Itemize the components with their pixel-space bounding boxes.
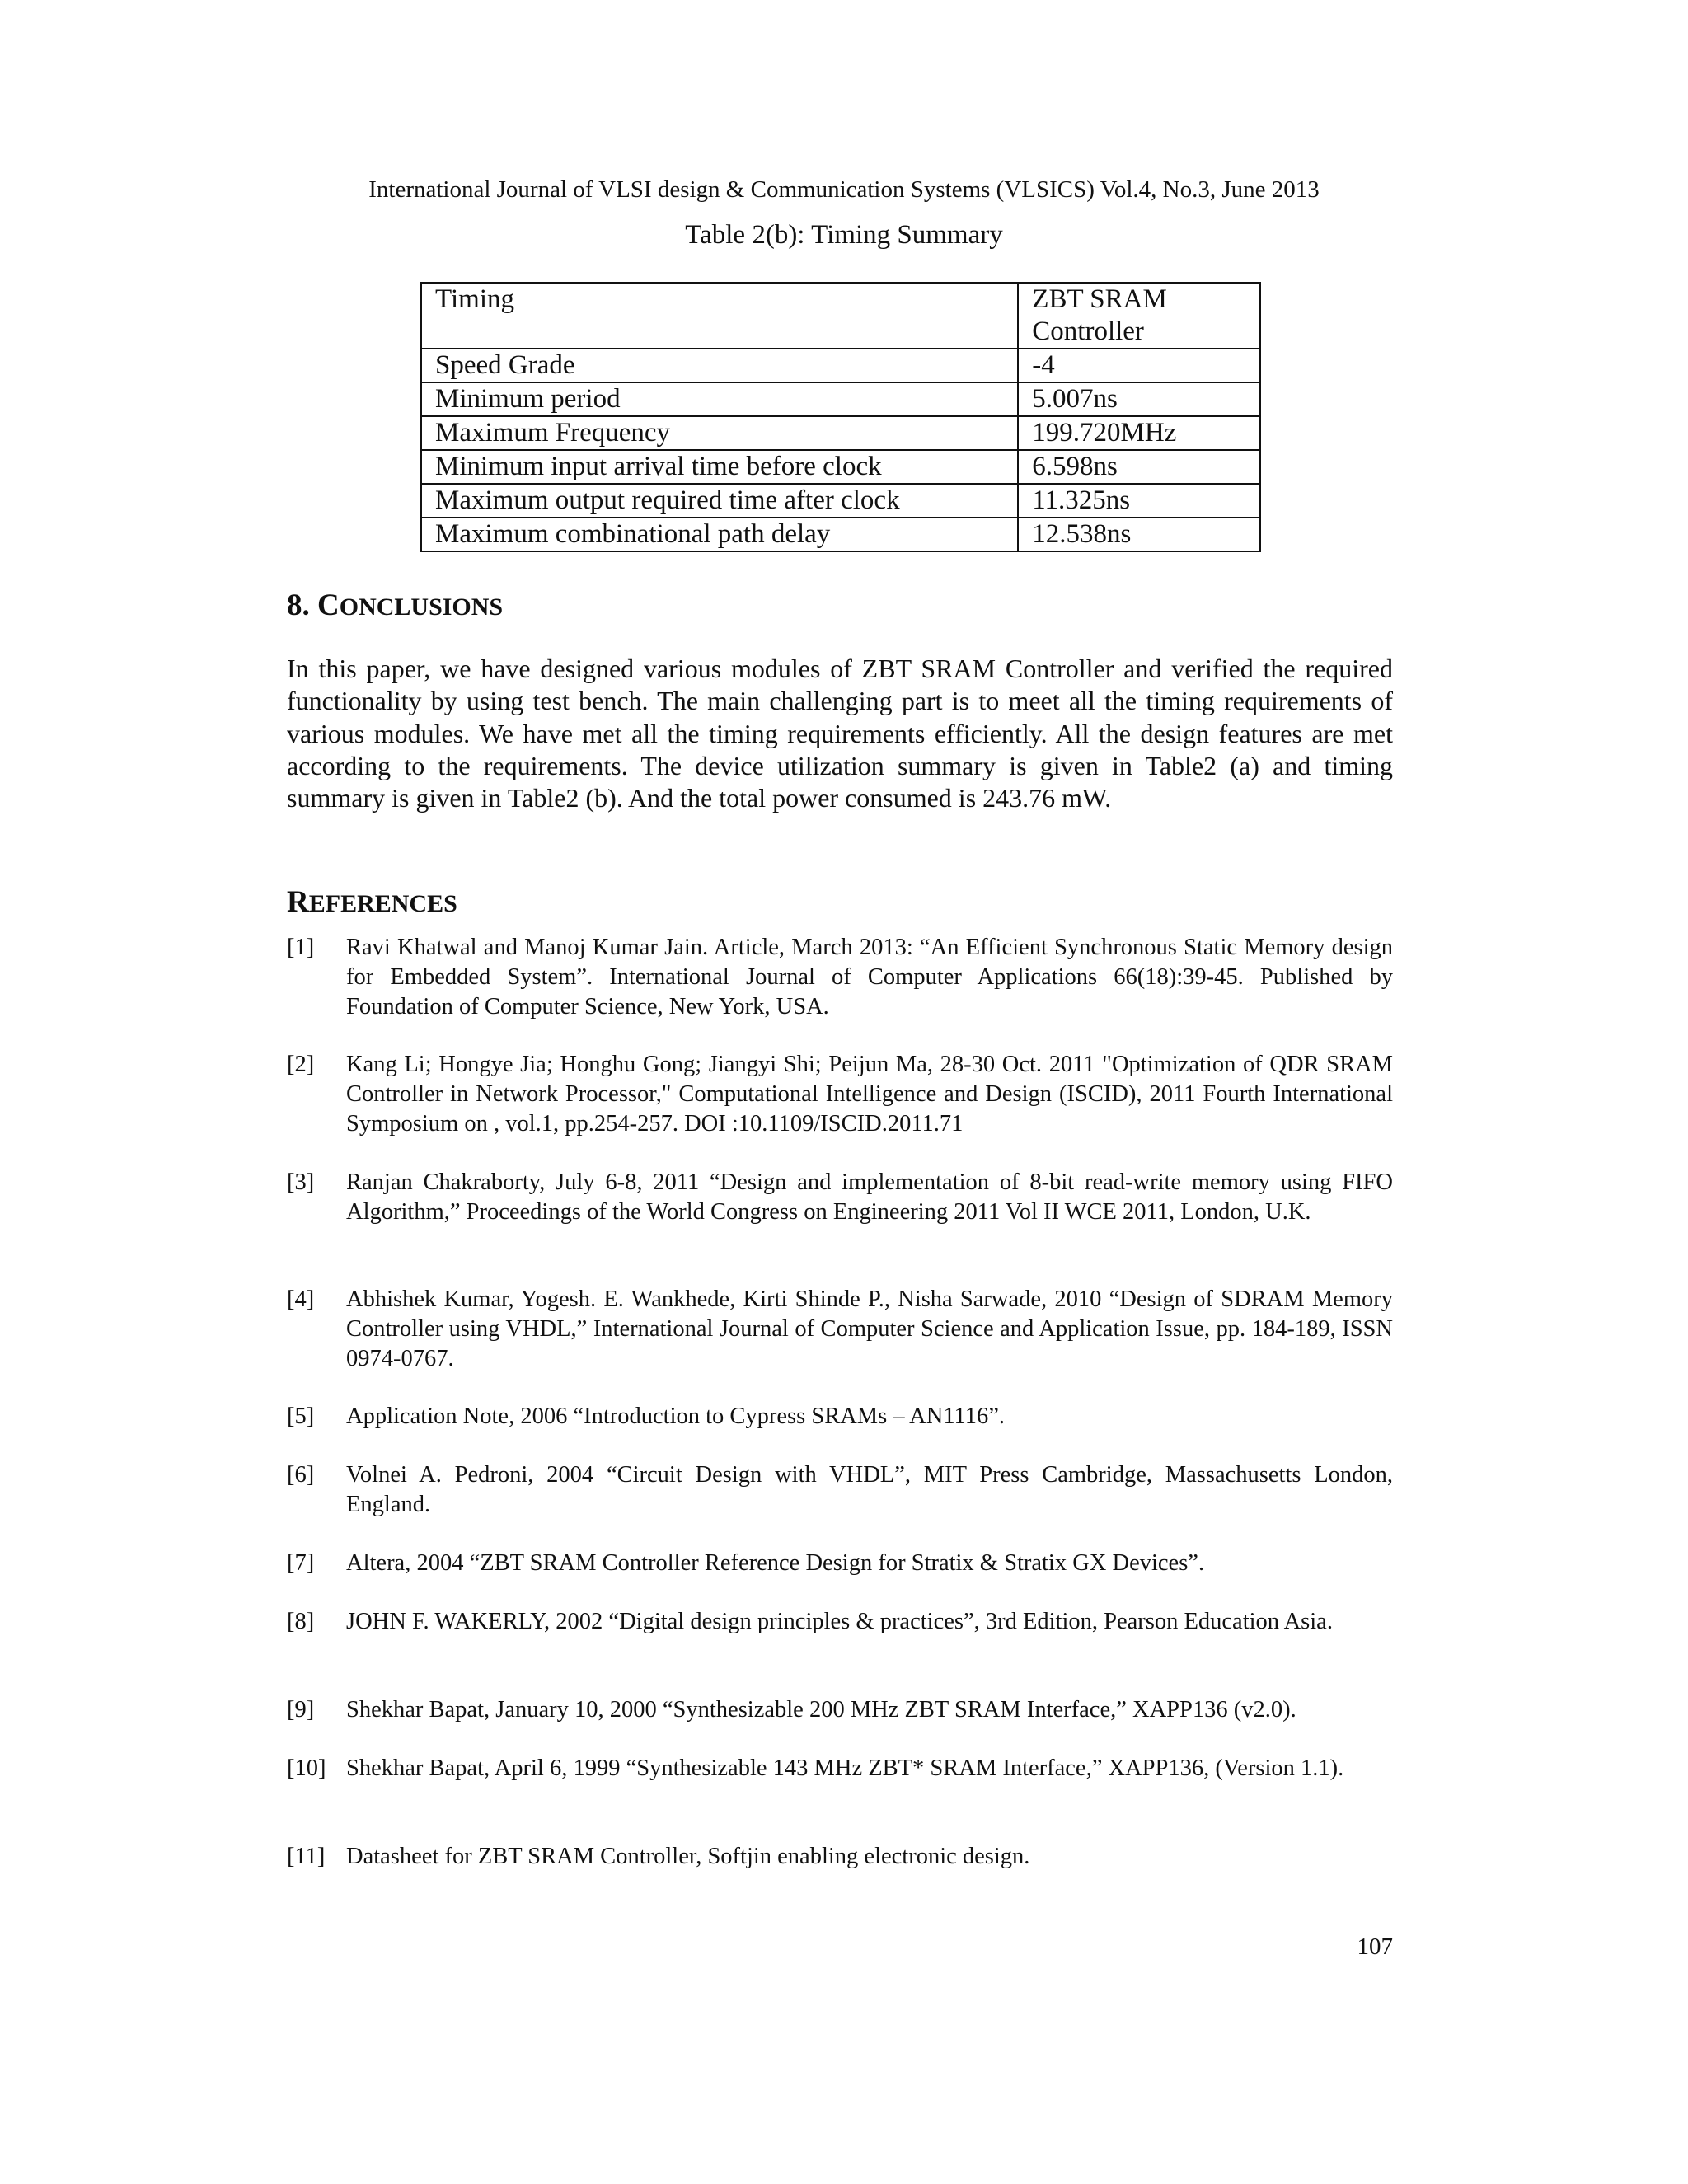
heading-initial: R [287, 885, 309, 919]
table-row [421, 518, 1260, 551]
table-cell-parameter: Maximum combinational path delay [421, 518, 1018, 551]
table-cell-parameter: Maximum output required time after clock [421, 484, 1018, 518]
table-caption: Table 2(b): Timing Summary [685, 220, 1003, 250]
reference-item [287, 1842, 1393, 1872]
reference-text: Volnei A. Pedroni, 2004 “Circuit Design with VHDL”, MIT Press Cambridge, Massachusetts London, England. [346, 1462, 1393, 1517]
reference-item [287, 1754, 1393, 1783]
reference-text: Ravi Khatwal and Manoj Kumar Jain. Article, March 2013: “An Efficient Synchronous Static Memory design for Embedded System”. International Journal of Computer Applications 66(18):39-45. Published by Foundation of Computer Science, New York, USA. [346, 935, 1393, 1019]
conclusions-paragraph: In this paper, we have designed various modules of ZBT SRAM Controller and verified the required functionality by using test bench. The main challenging part is to meet all the timing requirements of various modules. We have met all the timing requirements efficiently. All the design features are met according to the requirements. The device utilization summary is given in Table2 (a) and timing summary is given in Table2 (b). And the total power consumed is 243.76 mW. [287, 654, 1393, 813]
reference-number: [1] [287, 935, 315, 960]
reference-text: Shekhar Bapat, January 10, 2000 “Synthesizable 200 MHz ZBT SRAM Interface,” XAPP136 (v2.0). [346, 1697, 1296, 1722]
reference-number: [11] [287, 1844, 326, 1869]
table-cell-value: 6.598ns [1018, 450, 1260, 484]
reference-number: [4] [287, 1286, 315, 1312]
table-row [421, 349, 1260, 382]
reference-text: Kang Li; Hongye Jia; Honghu Gong; Jiangyi Shi; Peijun Ma, 28-30 Oct. 2011 "Optimization of QDR SRAM Controller in Network Processor," Computational Intelligence and Design (ISCID), 2011 Fourth International Symposium on , vol.1, pp.254-257. DOI :10.1109/ISCID.2011.71 [346, 1052, 1393, 1137]
reference-item [287, 1168, 1393, 1227]
table-row [421, 484, 1260, 518]
table-cell-value: 11.325ns [1018, 484, 1260, 518]
table-cell-parameter: Speed Grade [421, 349, 1018, 382]
table-row [421, 450, 1260, 484]
reference-number: [9] [287, 1697, 315, 1722]
reference-text: Ranjan Chakraborty, July 6-8, 2011 “Design and implementation of 8-bit read-write memory using FIFO Algorithm,” Proceedings of the World Congress on Engineering 2011 Vol II WCE 2011, London, U.K. [346, 1169, 1393, 1225]
reference-text: JOHN F. WAKERLY, 2002 “Digital design principles & practices”, 3rd Edition, Pearson Education Asia. [346, 1609, 1333, 1634]
table-row [421, 416, 1260, 450]
reference-number: [7] [287, 1550, 315, 1576]
reference-text: Abhishek Kumar, Yogesh. E. Wankhede, Kirti Shinde P., Nisha Sarwade, 2010 “Design of SDRAM Memory Controller using VHDL,” International Journal of Computer Science and Application Issue, pp. 184-189, ISSN 0974-0767. [346, 1286, 1393, 1371]
reference-number: [6] [287, 1462, 315, 1488]
page-number: 107 [1357, 1933, 1393, 1960]
table-cell-value: 199.720MHz [1018, 416, 1260, 450]
reference-text: Datasheet for ZBT SRAM Controller, Softjin enabling electronic design. [346, 1844, 1030, 1869]
table-header-cell: ZBT SRAM Controller [1018, 283, 1260, 349]
table-cell-parameter: Minimum period [421, 382, 1018, 416]
reference-number: [2] [287, 1052, 315, 1077]
reference-item [287, 1050, 1393, 1139]
table-cell-parameter: Maximum Frequency [421, 416, 1018, 450]
table-cell-value: 5.007ns [1018, 382, 1260, 416]
reference-number: [3] [287, 1169, 315, 1195]
reference-item [287, 1695, 1393, 1725]
timing-summary-table [420, 282, 1261, 552]
heading-rest: EFERENCES [308, 890, 457, 917]
reference-item [287, 1460, 1393, 1520]
reference-item [287, 1285, 1393, 1374]
reference-item [287, 1607, 1393, 1637]
table-header-cell: Timing [421, 283, 1018, 349]
heading-initial: C [317, 588, 340, 622]
table-cell-parameter: Minimum input arrival time before clock [421, 450, 1018, 484]
heading-rest: ONCLUSIONS [339, 593, 504, 621]
reference-text: Application Note, 2006 “Introduction to Cypress SRAMs – AN1116”. [346, 1404, 1005, 1429]
conclusions-heading [287, 585, 503, 628]
table-header-row [421, 283, 1260, 349]
table-cell-value: 12.538ns [1018, 518, 1260, 551]
reference-number: [8] [287, 1609, 315, 1634]
reference-item [287, 1549, 1393, 1578]
reference-item [287, 1402, 1393, 1432]
reference-text: Altera, 2004 “ZBT SRAM Controller Reference Design for Stratix & Stratix GX Devices”. [346, 1550, 1205, 1576]
reference-number: [10] [287, 1755, 326, 1781]
reference-number: [5] [287, 1404, 315, 1429]
table-row [421, 382, 1260, 416]
table-cell-value: -4 [1018, 349, 1260, 382]
running-header: International Journal of VLSI design & Communication Systems (VLSICS) Vol.4, No.3, June 2013 [368, 176, 1320, 203]
section-number: 8. [287, 588, 310, 622]
reference-text: Shekhar Bapat, April 6, 1999 “Synthesizable 143 MHz ZBT* SRAM Interface,” XAPP136, (Version 1.1). [346, 1755, 1344, 1781]
reference-item [287, 933, 1393, 1022]
references-heading [287, 882, 457, 925]
